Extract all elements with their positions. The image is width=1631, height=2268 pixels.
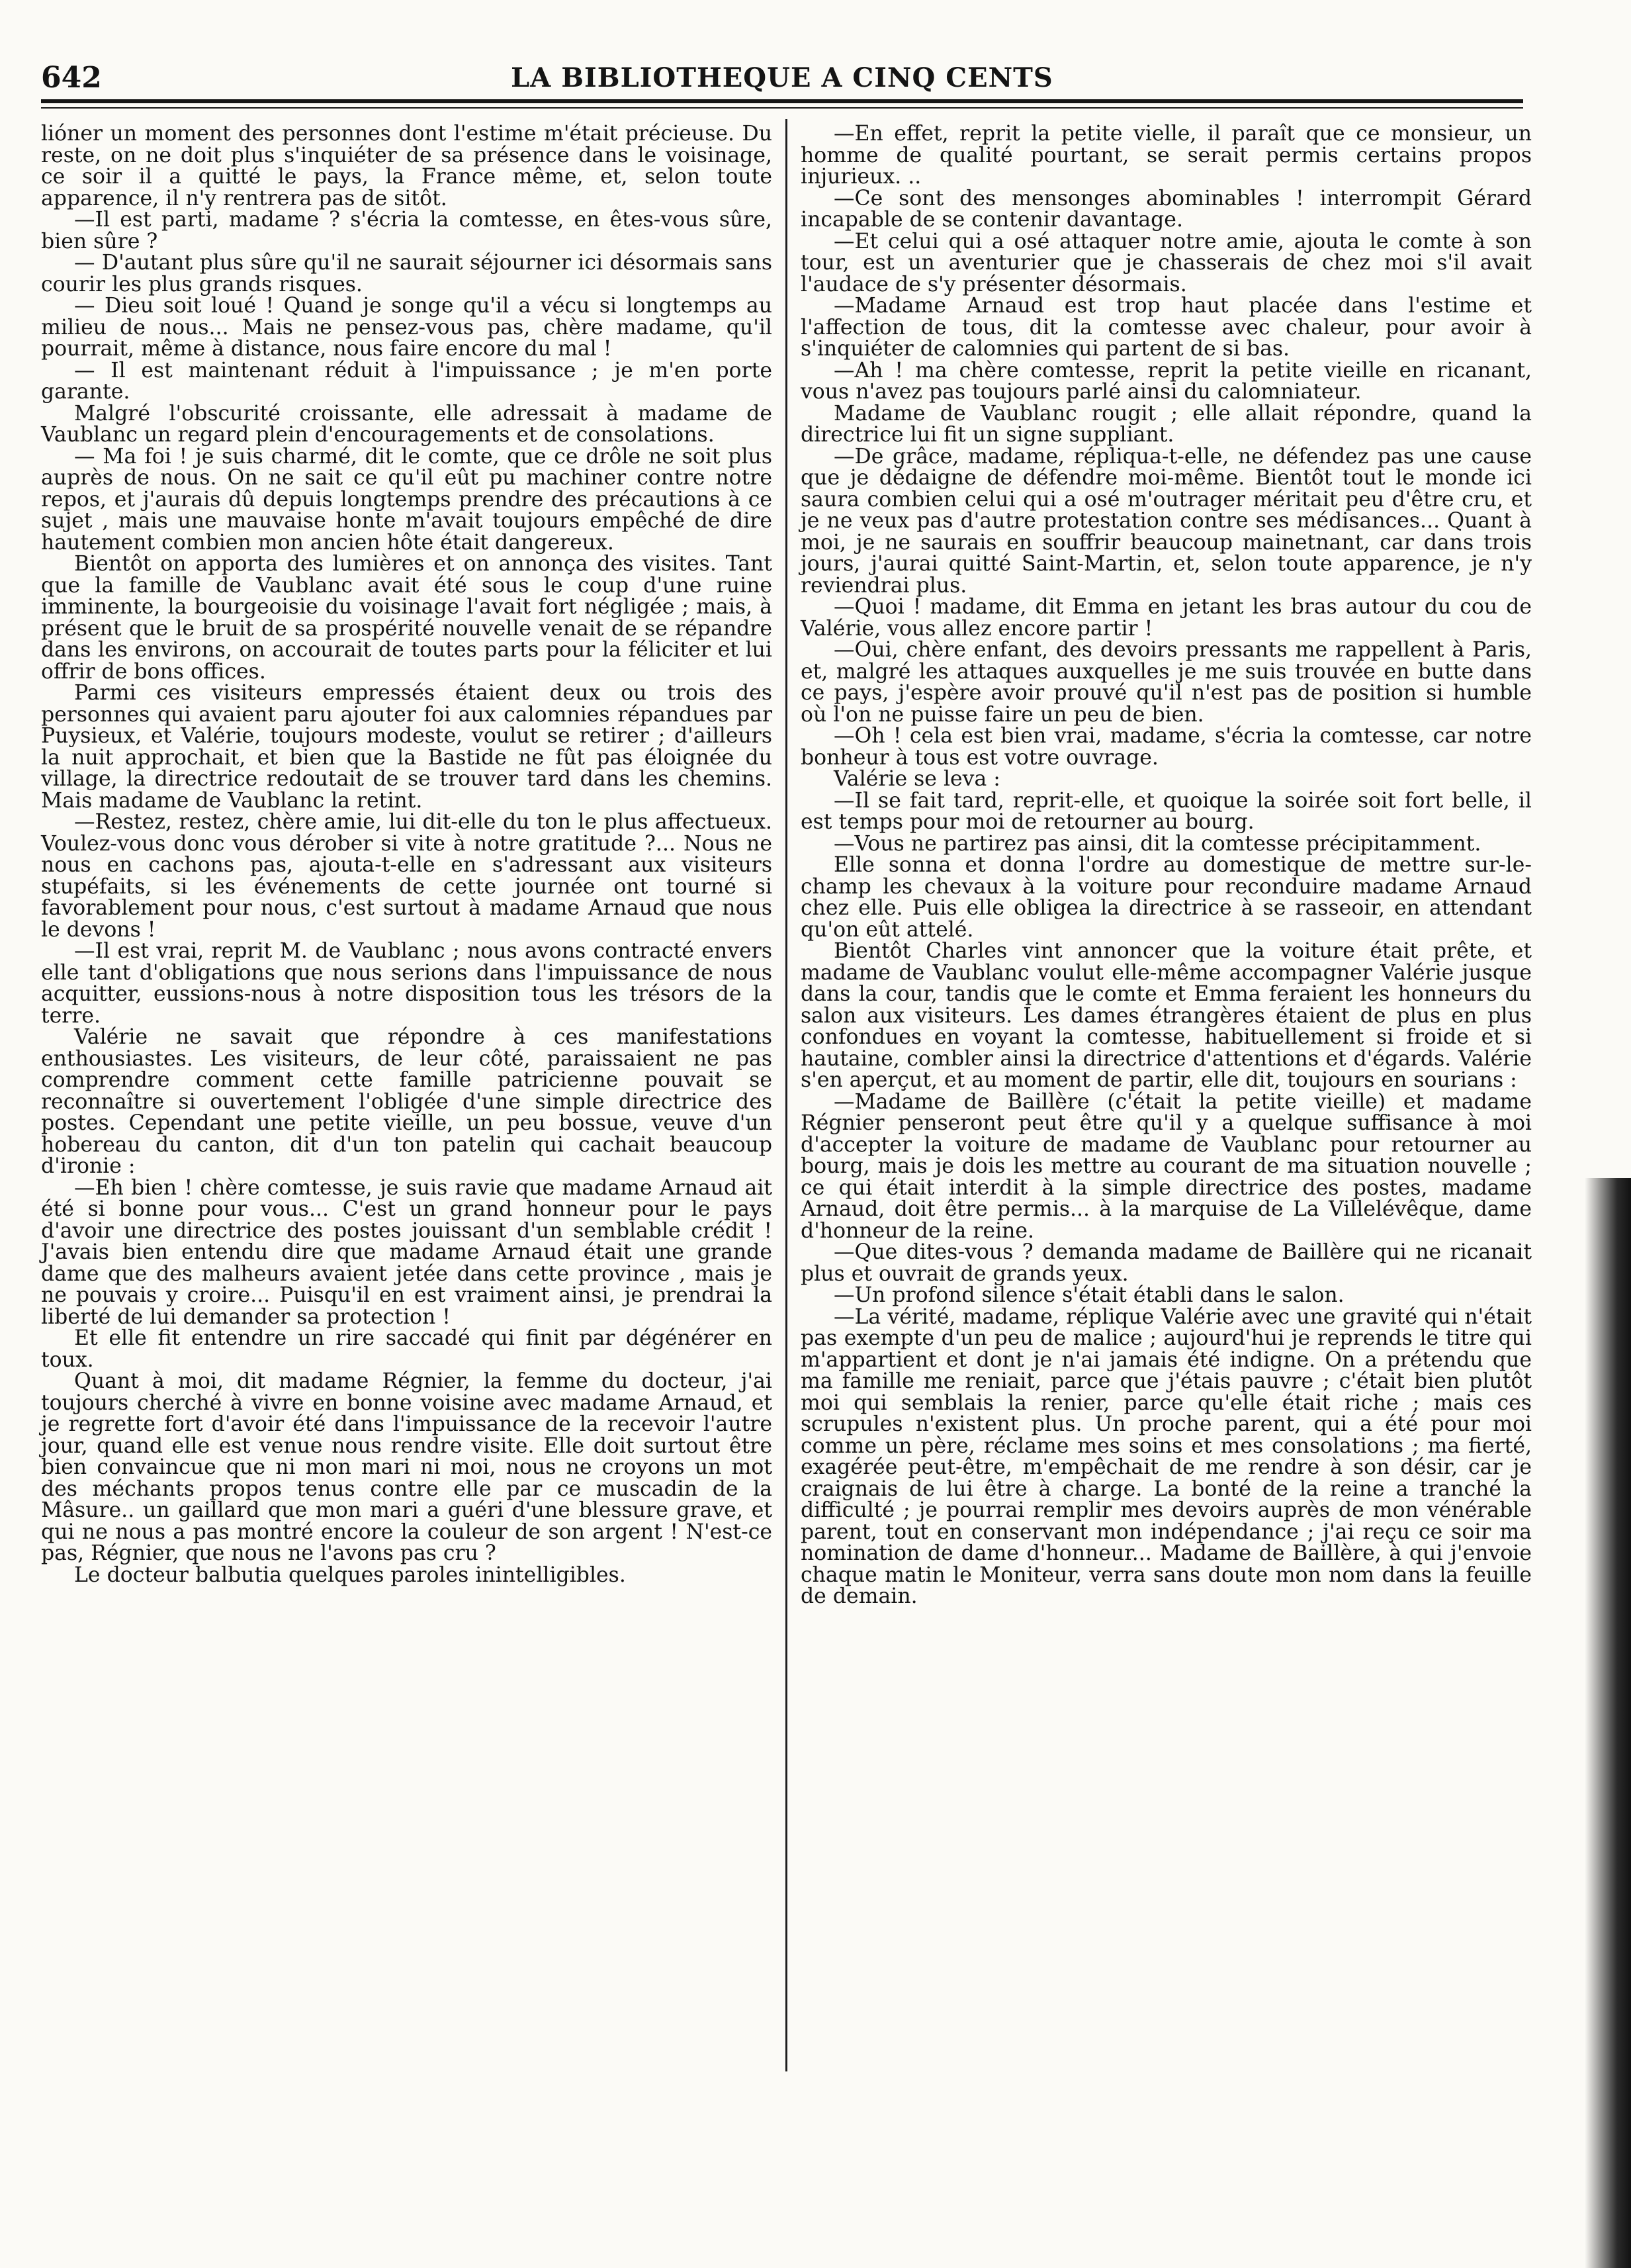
paragraph: —De grâce, madame, répliqua-t-elle, ne défendez pas une cause que je dédaigne de défendre moi-même. Bientôt tout le monde ici saura combien celui qui a osé m'outrager méritait peu d'être cru, et je ne veux pas d'autre protestation contre ses médisances... Quant à moi, je ne saurais en souffrir beaucoup mainetnant, car dans trois jours, j'aurai quitté Saint-Martin, et, selon toute apparence, je n'y reviendrai plus. <box>801 444 1532 598</box>
paragraph: Quant à moi, dit madame Régnier, la femme du docteur, j'ai toujours cherché à vivre en bonne voisine avec madame Arnaud, et je regrette fort d'avoir été dans l'impuissance de la recevoir l'autre jour, quand elle est venue nous rendre visite. Elle doit surtout être bien convaincue que ni mon mari ni moi, nous ne croyons un mot des méchants propos tenus contre elle par ce muscadin de la Mâsure.. un gaillard que mon mari a guéri d'une blessure grave, et qui ne nous a pas montré encore la couleur de son argent ! N'est-ce pas, Régnier, que nous ne l'avons pas cru ? <box>41 1369 772 1565</box>
paragraph: —Ah ! ma chère comtesse, reprit la petite vieille en ricanant, vous n'avez pas toujours parlé ainsi du calomniateur. <box>801 358 1532 404</box>
paragraph: —Il est parti, madame ? s'écria la comtesse, en êtes-vous sûre, bien sûre ? <box>41 208 772 253</box>
paragraph: —Et celui qui a osé attaquer notre amie, ajouta le comte à son tour, est un aventurier que je chasserais de chez moi s'il avait l'audace de s'y présenter désormais. <box>801 229 1532 296</box>
paragraph: Valérie se leva : <box>834 767 1000 791</box>
paragraph: —Quoi ! madame, dit Emma en jetant les bras autour du cou de Valérie, vous allez encore partir ! <box>801 595 1532 641</box>
paragraph: lióner un moment des personnes dont l'estime m'était précieuse. Du reste, on ne doit plus s'inquiéter de sa présence dans le voisinage, ce soir il a quitté le pays, la France même, et, selon toute apparence, il n'y rentrera pas de sitôt. <box>41 122 772 210</box>
paragraph: —Vous ne partirez pas ainsi, dit la comtesse précipitamment. <box>834 831 1481 856</box>
paragraph: — Dieu soit loué ! Quand je songe qu'il a vécu si longtemps au milieu de nous... Mais ne pensez-vous pas, chère madame, qu'il pourrait, même à distance, nous faire encore du mal ! <box>41 294 772 361</box>
paragraph: —Que dites-vous ? demanda madame de Baillère qui ne ricanait plus et ouvrait de grands yeux. <box>801 1240 1532 1286</box>
page-header <box>41 54 1523 101</box>
header-rule-thin <box>41 107 1523 109</box>
header-rule-thick <box>41 99 1523 103</box>
right-column <box>801 123 1532 1608</box>
paragraph: —Ce sont des mensonges abominables ! interrompit Gérard incapable de se contenir davantage. <box>801 186 1532 232</box>
paragraph: —Il est vrai, reprit M. de Vaublanc ; nous avons contracté envers elle tant d'obligations que nous serions dans l'impuissance de nous acquitter, eussions-nous à notre disposition tous les trésors de la terre. <box>41 939 772 1028</box>
running-title: LA BIBLIOTHEQUE A CINQ CENTS <box>511 62 1053 93</box>
paragraph: Madame de Vaublanc rougit ; elle allait répondre, quand la directrice lui fit un signe suppliant. <box>801 401 1532 447</box>
paragraph: Bientôt Charles vint annoncer que la voiture était prête, et madame de Vaublanc voulut elle-même accompagner Valérie jusque dans la cour, tandis que le comte et Emma feraient les honneurs du salon aux visiteurs. Les dames étrangères étaient de plus en plus confondues en voyant la comtesse, habituellement si froide et si hautaine, combler ainsi la directrice d'attentions et d'égards. Valérie s'en aperçut, et au moment de partir, elle dit, toujours en sourians : <box>801 939 1532 1092</box>
paragraph: —Madame de Baillère (c'était la petite vieille) et madame Régnier penseront peut être qu'il y a quelque suffisance à moi d'accepter la voiture de madame de Vaublanc pour retourner au bourg, mais je dois les mettre au courant de ma situation nouvelle ; ce qui était interdit à la simple directrice des postes, madame Arnaud, doit être permis... à la marquise de La Villelévêque, dame d'honneur de la reine. <box>801 1089 1532 1243</box>
paragraph: Bientôt on apporta des lumières et on annonça des visites. Tant que la famille de Vaublanc avait été sous le coup d'une ruine imminente, la bourgeoisie du voisinage l'avait fort négligée ; mais, à présent que le bruit de sa prospérité nouvelle venait de se répandre dans les environs, on accourait de toutes parts pour la féliciter et lui offrir de bons offices. <box>41 552 772 684</box>
paragraph: Elle sonna et donna l'ordre au domestique de mettre sur-le-champ les chevaux à la voiture pour reconduire madame Arnaud chez elle. Puis elle obligea la directrice à se rasseoir, en attendant qu'on eût attelé. <box>801 853 1532 942</box>
paragraph: —Il se fait tard, reprit-elle, et quoique la soirée soit fort belle, il est temps pour moi de retourner au bourg. <box>801 788 1532 834</box>
paragraph: — Ma foi ! je suis charmé, dit le comte, que ce drôle ne soit plus auprès de nous. On ne sait ce qu'il eût pu machiner contre notre repos, et j'aurais dû depuis longtemps prendre des précautions à ce sujet , mais une mauvaise honte m'avait toujours empêché de dire hautement combien mon ancien hôte était dangereux. <box>41 444 772 555</box>
page-edge-shadow <box>1585 1178 1631 2268</box>
paragraph: —La vérité, madame, réplique Valérie avec une gravité qui n'était pas exempte d'un peu de malice ; aujourd'hui je reprends le titre qui m'appartient et dont je n'ai jamais été indigne. On a prétendu que ma famille me reniait, parce que j'étais pauvre ; c'était bien plutôt moi qui semblais la renier, parce qu'elle était riche ; mais ces scrupules n'existent plus. Un proche parent, qui a été pour moi comme un père, réclame mes soins et mes consolations ; ma fierté, exagérée peut-être, m'empêchait de me rendre à son désir, car je craignais de lui être à charge. La bonté de la reine a tranché la difficulté ; je pourrai remplir mes devoirs auprès de mon vénérable parent, tout en conservant mon indépendance ; j'ai reçu ce soir ma nomination de dame d'honneur... Madame de Baillère, à qui j'envoie chaque matin le Moniteur, verra sans doute mon nom dans la feuille de demain. <box>801 1304 1532 1608</box>
paragraph: Et elle fit entendre un rire saccadé qui finit par dégénérer en toux. <box>41 1326 772 1372</box>
paragraph: Malgré l'obscurité croissante, elle adressait à madame de Vaublanc un regard plein d'encouragements et de consolations. <box>41 401 772 447</box>
left-column <box>41 123 772 1586</box>
paragraph: —Eh bien ! chère comtesse, je suis ravie que madame Arnaud ait été si bonne pour vous... C'est un grand honneur pour le pays d'avoir une directrice des postes jouissant d'un semblable crédit ! J'avais bien entendu dire que madame Arnaud était une grande dame que des malheurs avaient jetée dans cette province , mais je ne pouvais y croire... Puisqu'il en est vraiment ainsi, je prendrai la liberté de lui demander sa protection ! <box>41 1175 772 1329</box>
paragraph: — D'autant plus sûre qu'il ne saurait séjourner ici désormais sans courir les plus grands risques. <box>41 251 772 296</box>
paragraph: —Restez, restez, chère amie, lui dit-elle du ton le plus affectueux. Voulez-vous donc vous dérober si vite à notre gratitude ?... Nous ne nous en cachons pas, ajouta-t-elle en s'adressant aux visiteurs stupéfaits, si les événements de cette journée ont tourné si favorablement pour nous, c'est surtout à madame Arnaud que nous le devons ! <box>41 810 772 942</box>
paragraph: —Oh ! cela est bien vrai, madame, s'écria la comtesse, car notre bonheur à tous est votre ouvrage. <box>801 724 1532 770</box>
paragraph: —Oui, chère enfant, des devoirs pressants me rappellent à Paris, et, malgré les attaques auxquelles je me suis trouvée en butte dans ce pays, j'espère avoir prouvé qu'il n'est pas de position si humble où l'on ne puisse faire un peu de bien. <box>801 638 1532 727</box>
paragraph: Parmi ces visiteurs empressés étaient deux ou trois des personnes qui avaient paru ajouter foi aux calomnies répandues par Puysieux, et Valérie, toujours modeste, voulut se retirer ; d'ailleurs la nuit approchait, et bien que la Bastide ne fût pas éloignée du village, la directrice redoutait de se trouver tard dans les chemins. Mais madame de Vaublanc la retint. <box>41 681 772 813</box>
paragraph: —Un profond silence s'était établi dans le salon. <box>834 1283 1344 1307</box>
paragraph: —En effet, reprit la petite vielle, il paraît que ce monsieur, un homme de qualité pourtant, se serait permis certains propos injurieux. .. <box>801 122 1532 189</box>
paragraph: —Madame Arnaud est trop haut placée dans l'estime et l'affection de tous, dit la comtesse avec chaleur, pour avoir à s'inquiéter de calomnies qui partent de si bas. <box>801 294 1532 361</box>
paragraph: Valérie ne savait que répondre à ces manifestations enthousiastes. Les visiteurs, de leur côté, paraissaient ne pas comprendre comment cette famille patricienne pouvait se reconnaître si ouvertement l'obligée d'une simple directrice des postes. Cependant une petite vieille, un peu bossue, veuve d'un hobereau du canton, dit d'un ton patelin qui cachait beaucoup d'ironie : <box>41 1025 772 1178</box>
page-number: 642 <box>41 61 102 95</box>
column-divider <box>785 119 787 2071</box>
paragraph: — Il est maintenant réduit à l'impuissance ; je m'en porte garante. <box>41 358 772 404</box>
paragraph: Le docteur balbutia quelques paroles inintelligibles. <box>74 1563 626 1587</box>
